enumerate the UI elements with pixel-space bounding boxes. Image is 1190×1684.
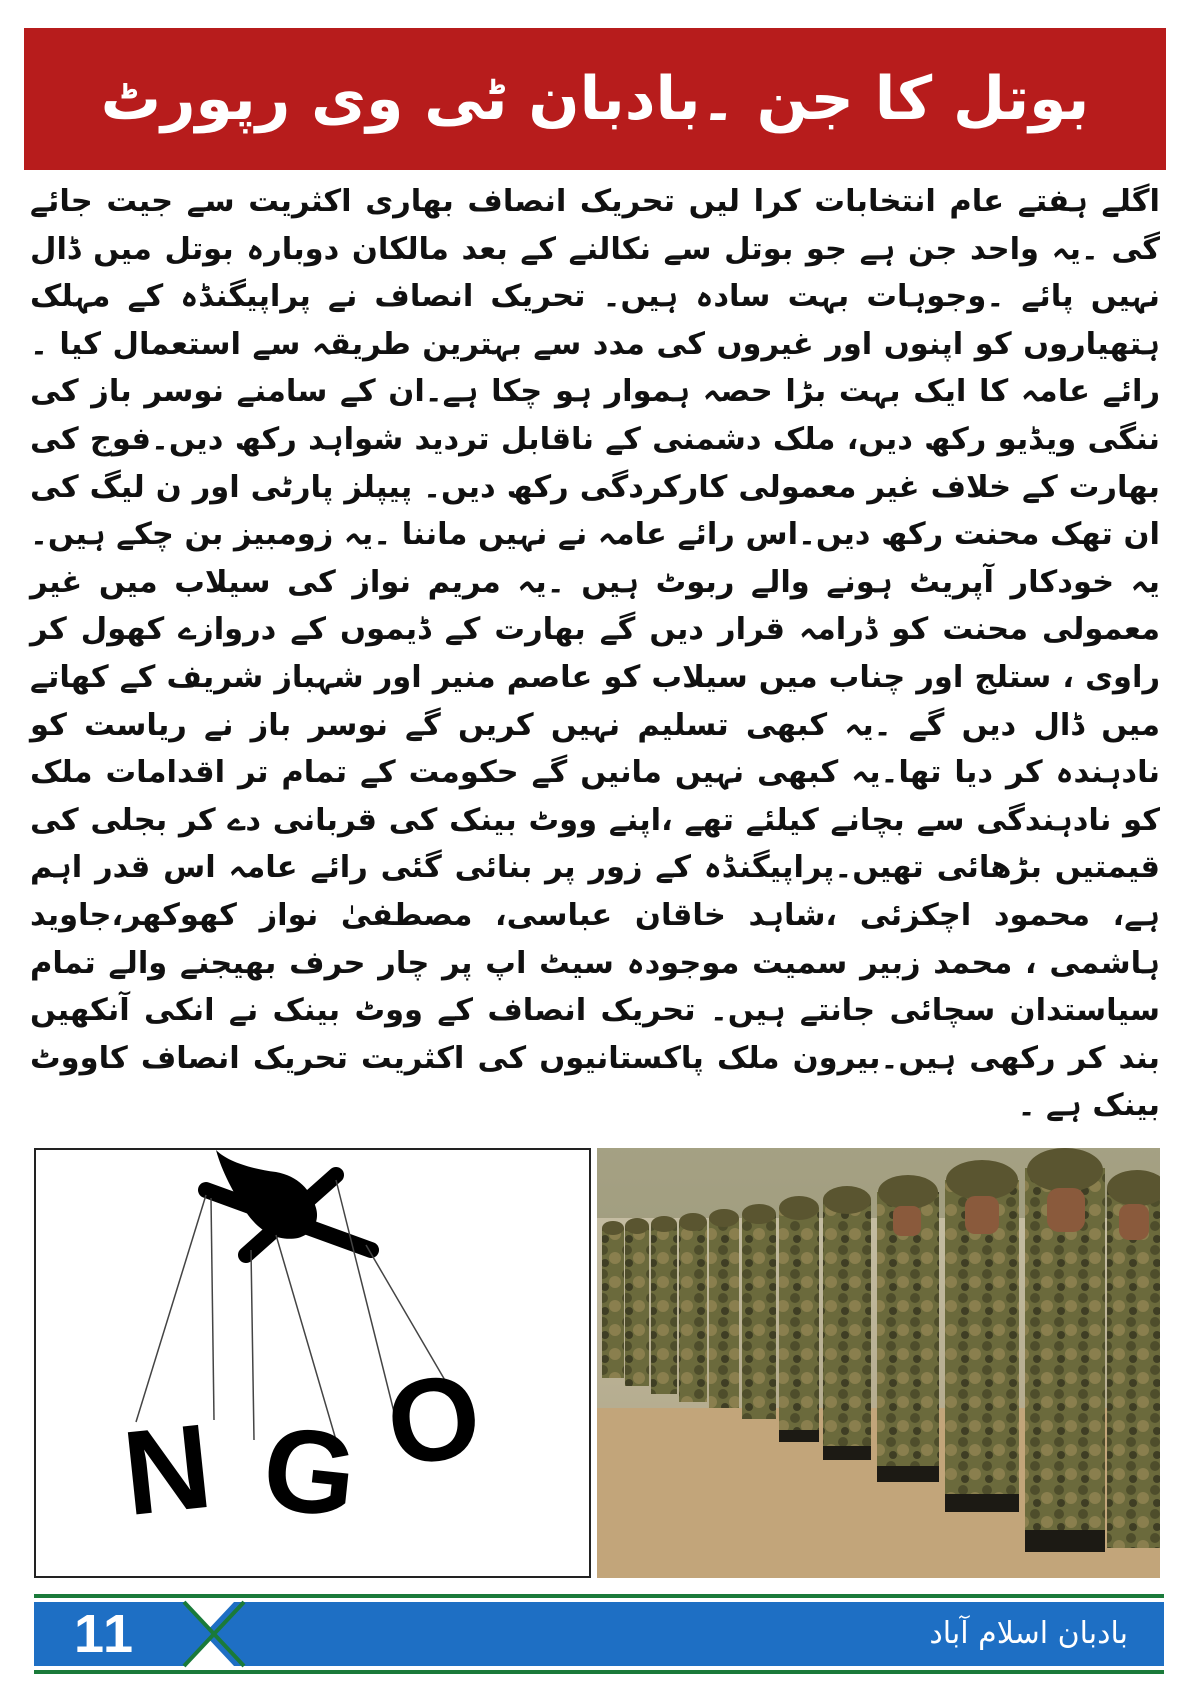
ngo-letter-n: N [117, 1398, 218, 1542]
page-number: 11 [74, 1604, 136, 1664]
article-body: اگلے ہفتے عام انتخابات کرا لیں تحریک انصاف بھاری اکثریت سے جیت جائے گی ۔یہ واحد جن ہے جو بوتل سے نکالنے کے بعد مالکان دوبارہ بوتل میں ڈال نہیں پائے ۔وجوہات بہت سادہ ہیں۔ تحریک انصاف نے پراپیگنڈہ کے مہلک ہتھیاروں کو اپنوں اور غیروں کی مدد سے بہترین طریقہ سے استعمال کیا ۔رائے عامہ کا ایک بہت بڑا حصہ ہموار ہو چکا ہے۔ان کے سامنے نوسر باز کی ننگی ویڈیو رکھ دیں، ملک دشمنی کے ناقابل تردید شواہد رکھ دیں۔فوج کی بھارت کے خلاف غیر معمولی کارکردگی رکھ دیں۔ پیپلز پارٹی اور ن لیگ کی ان تھک محنت رکھ دیں۔اس رائے عامہ نے نہیں ماننا ۔یہ زومبیز بن چکے ہیں۔یہ خودکار آپریٹ ہونے والے ربوٹ ہیں ۔یہ مریم نواز کی سیلاب میں غیر معمولی محنت کو ڈرامہ قرار دیں گے بھارت کے ڈیموں کے دروازے کھول کر راوی ، ستلج اور چناب میں سیلاب کو عاصم منیر اور شہباز شریف کے کھاتے میں ڈال دیں گے ۔یہ کبھی تسلیم نہیں کریں گے نوسر باز نے ریاست کو نادہندہ کر دیا تھا۔یہ کبھی نہیں مانیں گے حکومت کے تمام تر اقدامات ملک کو نادہندگی سے بچانے کیلئے تھے ،اپنے ووٹ بینک کی قربانی دے کر بجلی کی قیمتیں بڑھائی تھیں۔پراپیگنڈہ کے زور پر بنائی گئی رائے عامہ اس قدر اہم ہے، محمود اچکزئی ،شاہد خاقان عباسی، مصطفیٰ نواز کھوکھر،جاوید ہاشمی ، محمد زبیر سمیت موجودہ سیٹ اپ پر چار حرف بھیجنے والے تمام سیاستدان سچائی جانتے ہیں۔ تحریک انصاف کے ووٹ بینک نے انکی آنکھیں بند کر رکھی ہیں۔بیرون ملک پاکستانیوں کی اکثریت تحریک انصاف کاووٹ بینک ہے ۔ [30, 184, 1160, 1124]
soldiers-photo [597, 1148, 1160, 1578]
ngo-letter-o: O [379, 1348, 489, 1493]
ngo-puppet-image [34, 1148, 591, 1578]
soldiers-illustration [597, 1148, 1160, 1578]
puppet-illustration [36, 1150, 589, 1576]
publication-name: بادبان اسلام آباد [929, 1616, 1128, 1651]
puppet-string [136, 1195, 206, 1422]
page-footer [34, 1594, 1164, 1674]
puppet-string [211, 1198, 214, 1420]
article-title: بوتل کا جن ۔بادبان ٹی وی رپورٹ [100, 64, 1090, 134]
title-banner [24, 28, 1166, 170]
ngo-letter-g: G [257, 1401, 363, 1543]
puppet-string [251, 1250, 254, 1440]
